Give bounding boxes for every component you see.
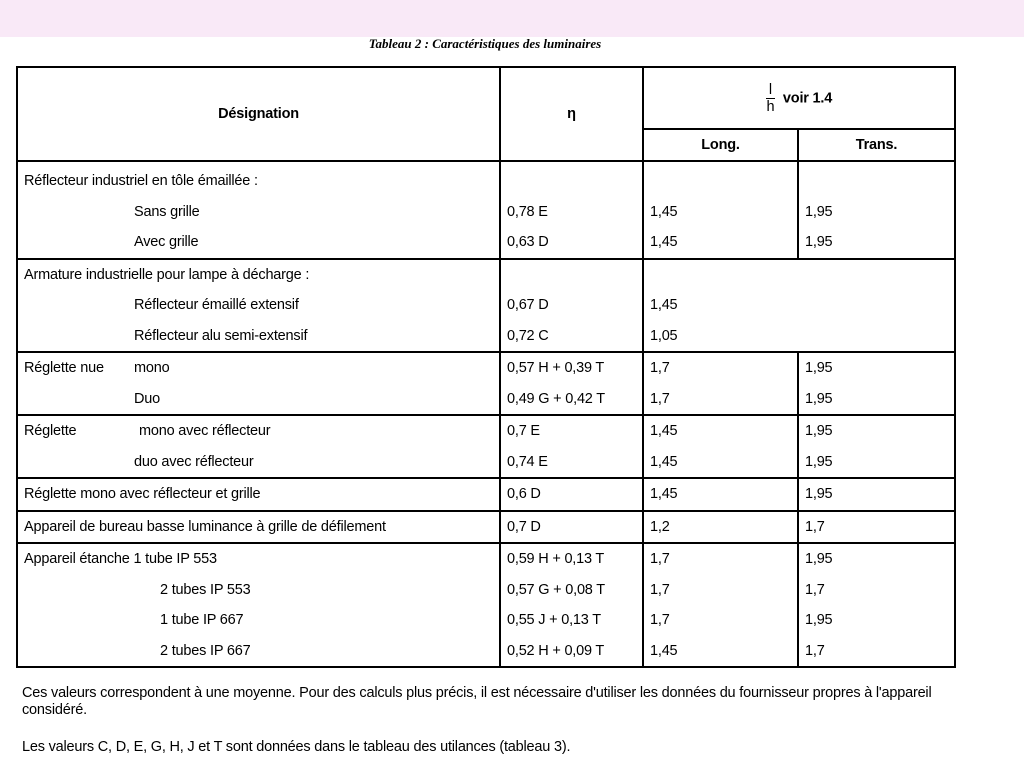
cell-long: 1,45 xyxy=(643,447,798,479)
table-group xyxy=(17,478,955,511)
table-group xyxy=(17,259,955,353)
cell-trans: 1,7 xyxy=(798,575,955,606)
cell-long: 1,7 xyxy=(643,384,798,416)
cell-long: 1,7 xyxy=(643,543,798,575)
header-trans: Trans. xyxy=(798,129,955,161)
cell-long: 1,45 xyxy=(643,290,955,321)
table-row xyxy=(17,227,955,259)
cell-trans: 1,95 xyxy=(798,384,955,416)
cell-eta xyxy=(500,161,643,197)
table-row xyxy=(17,259,955,291)
table-row xyxy=(17,543,955,575)
cell-long: 1,7 xyxy=(643,352,798,384)
cell-eta: 0,57 H + 0,39 T xyxy=(500,352,643,384)
cell-eta: 0,55 J + 0,13 T xyxy=(500,605,643,636)
cell-eta: 0,72 C xyxy=(500,321,643,353)
table-row xyxy=(17,384,955,416)
cell-long: 1,05 xyxy=(643,321,955,353)
cell-designation: Sans grille xyxy=(17,197,500,228)
cell-eta: 0,63 D xyxy=(500,227,643,259)
top-band xyxy=(0,0,1024,37)
cell-designation: Réglette mono avec réflecteur et grille xyxy=(17,478,500,511)
cell-designation: Réglette nue mono xyxy=(17,352,500,384)
cell-eta: 0,59 H + 0,13 T xyxy=(500,543,643,575)
cell-eta: 0,6 D xyxy=(500,478,643,511)
note-average-values: Ces valeurs correspondent à une moyenne. Pour des calculs plus précis, il est nécessaire d'utiliser les données du fournisseur propres à l'appareil considéré. xyxy=(22,685,932,718)
cell-designation: Appareil étanche 1 tube IP 553 xyxy=(17,543,500,575)
cell-designation: Armature industrielle pour lampe à décharge : xyxy=(17,259,500,291)
cell-trans: 1,95 xyxy=(798,352,955,384)
luminaire-table xyxy=(16,66,956,668)
header-eta: η xyxy=(500,67,643,161)
cell-eta: 0,57 G + 0,08 T xyxy=(500,575,643,606)
table-row xyxy=(17,321,955,353)
cell-eta: 0,52 H + 0,09 T xyxy=(500,636,643,668)
table-group xyxy=(17,161,955,259)
cell-designation: Duo xyxy=(17,384,500,416)
cell-eta: 0,7 E xyxy=(500,415,643,447)
cell-long xyxy=(643,259,955,291)
table-group xyxy=(17,511,955,544)
table-row xyxy=(17,447,955,479)
cell-designation: 1 tube IP 667 xyxy=(17,605,500,636)
table-group xyxy=(17,352,955,415)
cell-long: 1,45 xyxy=(643,636,798,668)
cell-designation: Réflecteur émaillé extensif xyxy=(17,290,500,321)
table-row xyxy=(17,478,955,511)
cell-long: 1,45 xyxy=(643,478,798,511)
table-row xyxy=(17,511,955,544)
cell-designation: 2 tubes IP 553 xyxy=(17,575,500,606)
note-utilance-reference: Les valeurs C, D, E, G, H, J et T sont données dans le tableau des utilances (tableau 3). xyxy=(22,739,571,755)
cell-designation: Avec grille xyxy=(17,227,500,259)
table-row xyxy=(17,290,955,321)
ratio-denominator: h xyxy=(766,98,775,115)
cell-trans: 1,95 xyxy=(798,543,955,575)
cell-designation: Réflecteur alu semi-extensif xyxy=(17,321,500,353)
cell-eta: 0,67 D xyxy=(500,290,643,321)
cell-trans: 1,7 xyxy=(798,636,955,668)
ratio-fraction xyxy=(766,82,775,115)
cell-eta: 0,74 E xyxy=(500,447,643,479)
table-row xyxy=(17,352,955,384)
cell-trans xyxy=(798,161,955,197)
cell-long: 1,45 xyxy=(643,415,798,447)
cell-long: 1,7 xyxy=(643,605,798,636)
cell-trans: 1,95 xyxy=(798,605,955,636)
cell-designation: Réflecteur industriel en tôle émaillée : xyxy=(17,161,500,197)
table-group xyxy=(17,415,955,478)
cell-trans: 1,95 xyxy=(798,415,955,447)
cell-trans: 1,95 xyxy=(798,447,955,479)
header-ratio xyxy=(643,67,955,129)
header-designation: Désignation xyxy=(17,67,500,161)
cell-long xyxy=(643,161,798,197)
table-row xyxy=(17,415,955,447)
table-row xyxy=(17,161,955,197)
cell-designation: Réglette mono avec réflecteur xyxy=(17,415,500,447)
cell-long: 1,45 xyxy=(643,197,798,228)
cell-eta: 0,49 G + 0,42 T xyxy=(500,384,643,416)
cell-long: 1,7 xyxy=(643,575,798,606)
cell-designation: 2 tubes IP 667 xyxy=(17,636,500,668)
cell-eta: 0,7 D xyxy=(500,511,643,544)
table-row xyxy=(17,197,955,228)
cell-eta: 0,78 E xyxy=(500,197,643,228)
cell-trans: 1,95 xyxy=(798,197,955,228)
cell-eta xyxy=(500,259,643,291)
cell-designation: duo avec réflecteur xyxy=(17,447,500,479)
table-row xyxy=(17,636,955,668)
cell-trans: 1,95 xyxy=(798,478,955,511)
ratio-numerator: l xyxy=(766,82,775,99)
cell-trans: 1,7 xyxy=(798,511,955,544)
cell-long: 1,2 xyxy=(643,511,798,544)
cell-long: 1,45 xyxy=(643,227,798,259)
table-caption: Tableau 2 : Caractéristiques des luminaires xyxy=(368,36,602,51)
table-row xyxy=(17,605,955,636)
header-long: Long. xyxy=(643,129,798,161)
table-row xyxy=(17,575,955,606)
ratio-reference: voir 1.4 xyxy=(782,90,833,106)
table-group xyxy=(17,543,955,667)
cell-designation: Appareil de bureau basse luminance à grille de défilement xyxy=(17,511,500,544)
cell-trans: 1,95 xyxy=(798,227,955,259)
